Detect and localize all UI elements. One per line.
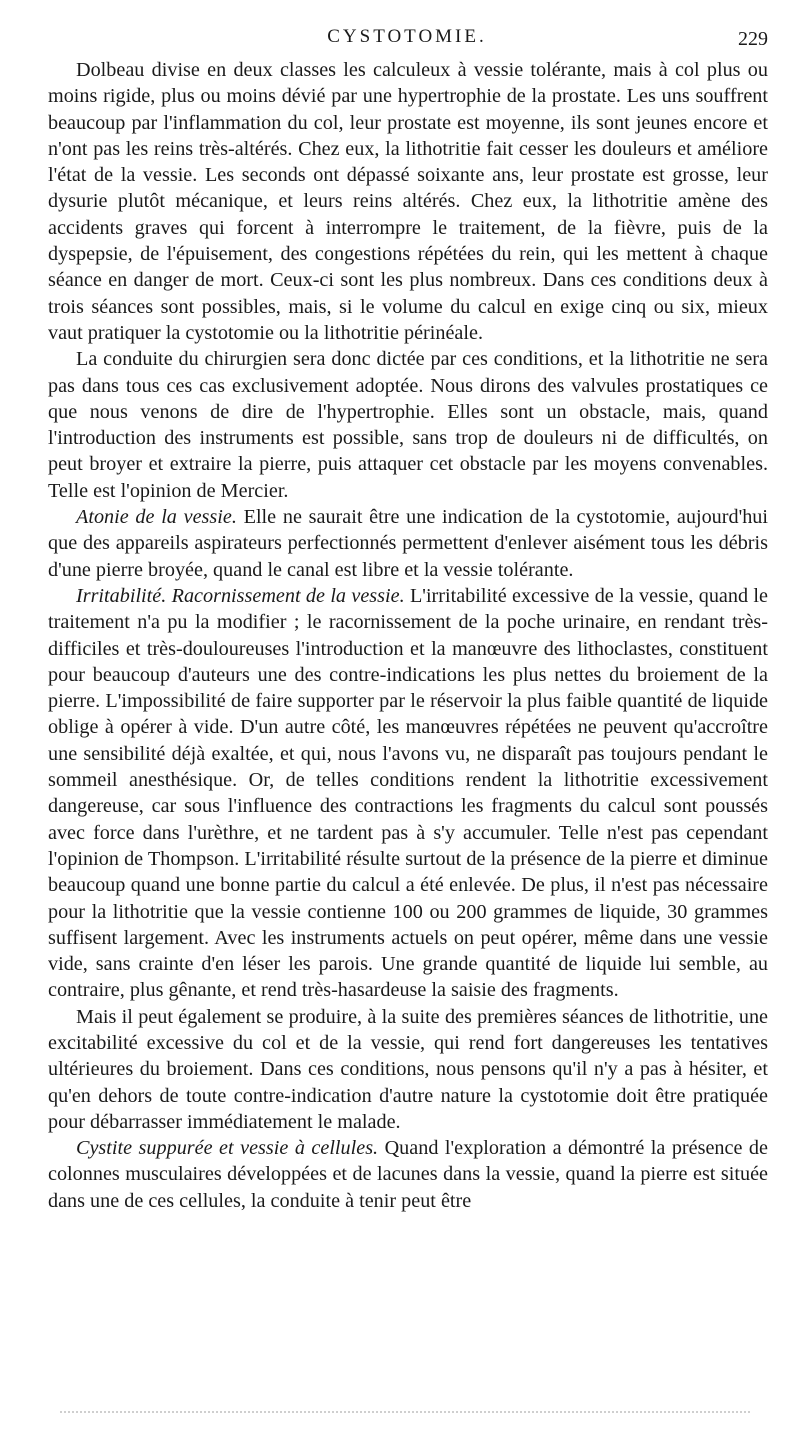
page-number: 229 bbox=[738, 28, 768, 50]
paragraph-text: Quand l'exploration a démontré la présence de colonnes musculaires développées et de lacunes dans la vessie, quand la pierre est située dans une de ces cellules, la conduite à tenir peut être bbox=[48, 1137, 768, 1212]
paragraph-text: L'irritabilité excessive de la vessie, quand le traitement n'a pu la modifier ; le racornissement de la poche urinaire, en rendant très-difficiles et très-douloureuses l'introduction et la manœuvre des lithoclastes, constituent pour beaucoup d'auteurs une des contre-indications les plus nettes du broiement de la pierre. L'impossibilité de faire supporter par le réservoir la plus faible quantité de liquide oblige à opérer à vide. D'un autre côté, les manœuvres répétées ne peuvent qu'accroître une sensibilité déjà exaltée, et qui, nous l'avons vu, ne disparaît pas toujours pendant le sommeil anesthésique. Or, de telles conditions rendent la lithotritie excessivement dangereuse, car sous l'influence des contractions les fragments du calcul sont poussés avec force dans l'urèthre, et ne tardent pas à s'y accumuler. Telle n'est pas cependant l'opinion de Thompson. L'irritabilité résulte surtout de la présence de la pierre et diminue beaucoup quand une bonne partie du calcul a été enlevée. De plus, il n'est pas nécessaire pour la lithotritie que la vessie contienne 100 ou 200 grammes de liquide, 30 grammes suffisent largement. Avec les instruments actuels on peut opérer, même dans une vessie vide, sans crainte d'en léser les parois. Une grande quantité de liquide lui semble, au contraire, plus gênante, et rend très-hasardeuse la saisie des fragments. bbox=[48, 584, 768, 1002]
paragraph-text: Mais il peut également se produire, à la suite des premières séances de lithotritie, une excitabilité excessive du col et de la vessie, qui rend fort dangereuses les tentatives ultérieures du broiement. Dans ces conditions, nous pensons qu'il n'y a pas à hésiter, et qu'en dehors de toute contre-indication d'autre nature la cystotomie doit être pratiquée pour débarrasser immédiatement le malade. bbox=[48, 1005, 768, 1133]
paragraph-text: Dolbeau divise en deux classes les calculeux à vessie tolérante, mais à col plus ou moins rigide, plus ou moins dévié par une hypertrophie de la prostate. Les uns souffrent beaucoup par l'inflammation du col, leur prostate est moyenne, ils sont jeunes encore et n'ont pas les reins très-altérés. Chez eux, la lithotritie fait cesser les douleurs et améliore l'état de la vessie. Les seconds ont dépassé soixante ans, leur prostate est grosse, leur dysurie plutôt mécanique, et leurs reins altérés. Chez eux, la lithotritie amène des accidents graves qui forcent à interrompre le traitement, de la fièvre, puis de la dyspepsie, de l'épuisement, des congestions répétées du rein, qui les mettent à chaque séance en danger de mort. Ceux-ci sont les plus nombreux. Dans ces conditions deux à trois séances sont possibles, mais, si le volume du calcul en exige cinq ou six, mieux vaut pratiquer la cystotomie ou la lithotritie périnéale. bbox=[48, 59, 768, 344]
running-head bbox=[46, 26, 768, 56]
paragraph-conduite bbox=[48, 346, 768, 504]
paragraph-text: La conduite du chirurgien sera donc dictée par ces conditions, et la lithotritie ne sera pas dans tous ces cas exclusivement adoptée. Nous dirons des valvules prostatiques ce que nous venons de dire de l'hypertrophie. Elles sont un obstacle, mais, quand l'introduction des instruments est possible, sans trop de douleurs ni de difficultés, on peut broyer et extraire la pierre, puis attaquer cet obstacle par les moyens convenables. Telle est l'opinion de Mercier. bbox=[48, 348, 768, 502]
running-title: CYSTOTOMIE. bbox=[327, 26, 487, 47]
paragraph-irritabilite bbox=[48, 583, 768, 1004]
section-heading-atonie: Atonie de la vessie. bbox=[76, 506, 237, 529]
paragraph-cystite bbox=[48, 1135, 768, 1214]
paragraph-excitabilite bbox=[48, 1004, 768, 1135]
section-heading-irritabilite: Irritabilité. Racornissement de la vessie. bbox=[76, 584, 405, 607]
paragraph-atonie bbox=[48, 504, 768, 583]
section-heading-cystite: Cystite suppurée et vessie à cellules. bbox=[76, 1137, 379, 1160]
paragraph-text: Elle ne saurait être une indication de la cystotomie, aujourd'hui que des appareils aspirateurs perfectionnés permettent d'enlever aisément tous les débris d'une pierre broyée, quand le canal est libre et la vessie tolérante. bbox=[48, 506, 769, 581]
body-text bbox=[48, 57, 768, 1214]
bottom-scan-artifact bbox=[60, 1411, 750, 1416]
paragraph-dolbeau bbox=[48, 57, 768, 346]
